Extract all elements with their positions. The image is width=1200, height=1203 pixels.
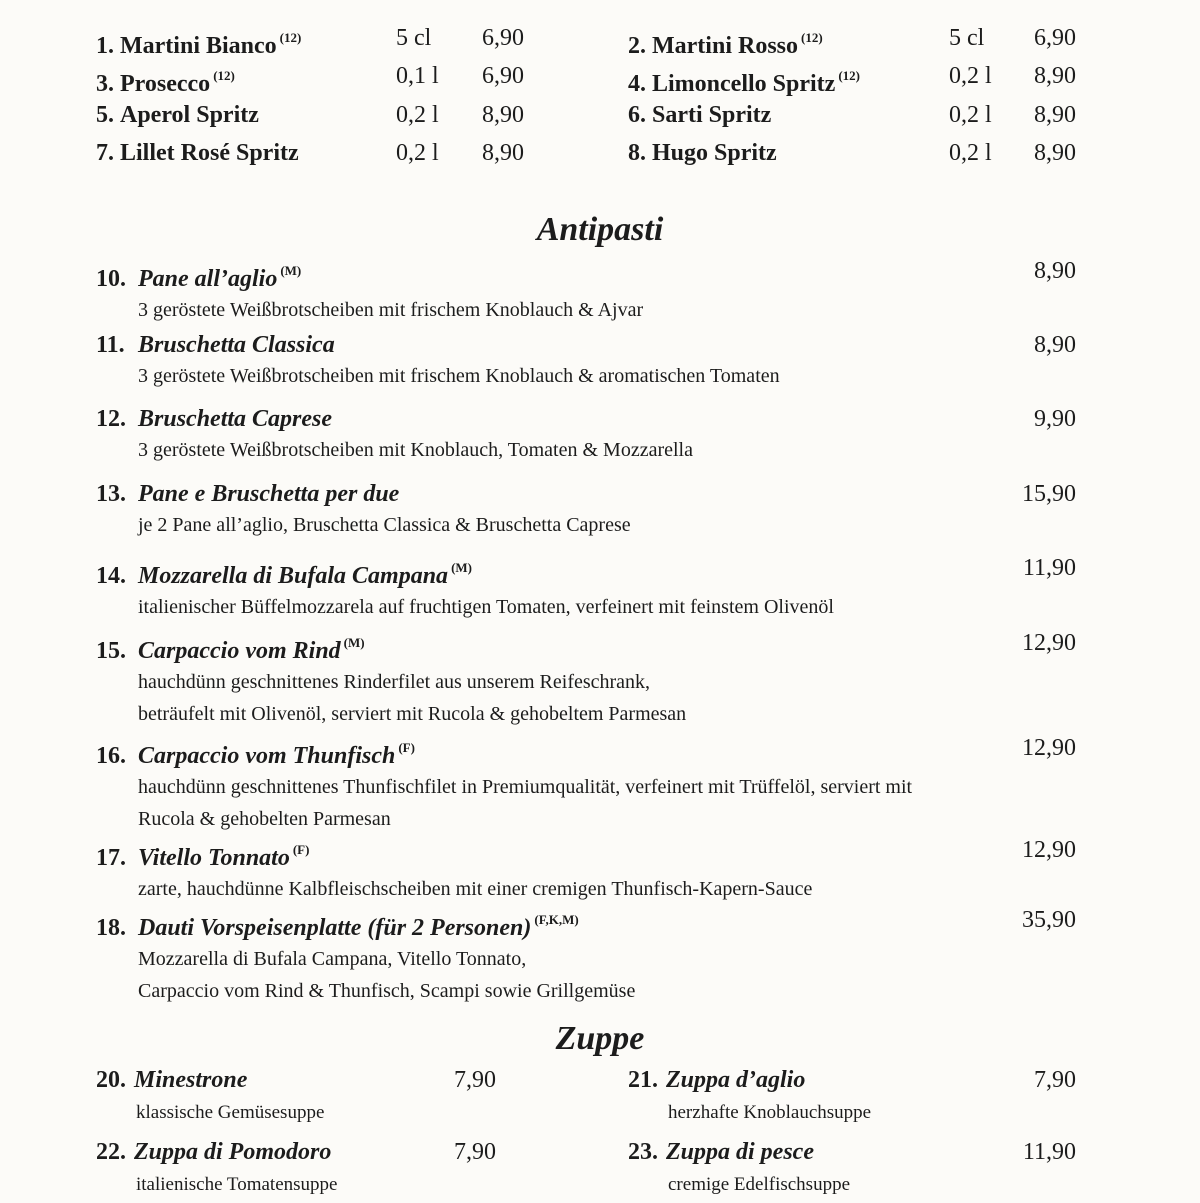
item-description: italienischer Büffelmozzarela auf fruchtigen Tomaten, verfeinert mit feinstem Olivenöl [138,596,834,618]
item-name: Lillet Rosé Spritz [120,139,299,166]
item-price: 12,90 [1022,837,1076,863]
item-number: 21. [628,1067,658,1093]
allergen-codes: (F) [292,842,310,857]
aperitivo-item [628,60,1088,98]
antipasto-item [96,628,1076,730]
item-number: 6. [628,101,646,128]
item-price: 9,90 [1034,406,1076,432]
item-number: 10. [96,266,126,292]
item-price: 11,90 [1022,1139,1076,1165]
item-name: Martini Rosso [652,33,798,59]
item-description: beträufelt mit Olivenöl, serviert mit Rucola & gehobeltem Parmesan [138,703,687,725]
item-name: Dauti Vorspeisenplatte (für 2 Personen) [138,915,532,941]
item-number: 23. [628,1139,658,1165]
item-price: 15,90 [1022,481,1076,507]
item-description: cremige Edelfischsuppe [668,1174,851,1195]
dish-title [96,479,1076,509]
dish-title [628,1137,1076,1167]
dish-title [96,835,1076,873]
item-name: Mozzarella di Bufala Campana [138,563,449,589]
dish-title [628,1065,1076,1095]
item-volume: 5 cl [396,25,432,51]
item-description: Mozzarella di Bufala Campana, Vitello Tonnato, [138,948,527,970]
item-description: herzhafte Knoblauchsuppe [668,1102,872,1123]
aperitivi-left-column [96,22,536,175]
aperitivo-item [628,99,1088,137]
dish-title [96,330,1076,360]
item-description: hauchdünn geschnittenes Thunfischfilet in Premiumqualität, verfeinert mit Trüffelöl, serviert mit [138,776,913,798]
item-number: 20. [96,1067,126,1093]
item-volume: 0,2 l [396,139,439,166]
item-price: 8,90 [482,139,524,166]
item-volume: 0,2 l [949,63,992,90]
item-number: 16. [96,743,126,769]
allergen-codes: (M) [280,263,302,278]
allergen-codes: (12) [213,68,235,84]
item-description: zarte, hauchdünne Kalbfleischscheiben mit einer cremigen Thunfisch-Kapern-Sauce [138,878,813,900]
aperitivo-item [96,22,536,60]
item-name: Carpaccio vom Rind [138,638,341,664]
item-price: 8,90 [1034,101,1076,128]
antipasto-item [96,330,1076,392]
item-number: 17. [96,845,126,871]
item-description: 3 geröstete Weißbrotscheiben mit frischem Knoblauch & aromatischen Tomaten [138,365,780,387]
dish-title [96,733,1076,771]
item-number: 11. [96,332,125,358]
dish-title [96,553,1076,591]
aperitivo-item [96,137,536,175]
section-title-zuppe: Zuppe [555,1020,645,1057]
item-price: 8,90 [1034,332,1076,358]
allergen-codes: (12) [279,30,302,45]
item-number: 18. [96,915,126,941]
soup-item [96,1065,496,1131]
aperitivo-item [96,60,536,98]
item-price: 11,90 [1022,555,1076,581]
item-price: 6,90 [482,63,524,90]
item-name: Bruschetta Caprese [138,406,333,432]
item-price: 8,90 [482,101,524,128]
aperitivo-item [96,99,536,137]
allergen-codes: (M) [451,560,472,575]
allergen-codes: (F,K,M) [534,912,579,927]
item-price: 35,90 [1022,907,1076,933]
item-price: 8,90 [1034,63,1076,90]
dish-title [96,404,1076,434]
antipasto-item [96,905,1076,1007]
item-name: Bruschetta Classica [138,332,335,358]
item-number: 8. [628,139,646,166]
item-number: 1. [96,33,114,59]
dish-title [96,905,1076,943]
item-volume: 0,2 l [396,101,439,128]
item-name: Zuppa di Pomodoro [134,1139,332,1165]
item-price: 6,90 [482,25,524,51]
item-name: Aperol Spritz [120,101,259,128]
item-name: Vitello Tonnato [138,845,290,871]
soup-item [628,1137,1076,1203]
item-description: je 2 Pane all’aglio, Bruschetta Classica & Bruschetta Caprese [138,514,631,536]
item-number: 3. [96,71,114,98]
antipasto-item [96,404,1076,466]
item-description: 3 geröstete Weißbrotscheiben mit Knoblauch, Tomaten & Mozzarella [138,439,693,461]
item-name: Sarti Spritz [652,101,772,128]
item-price: 7,90 [454,1067,496,1093]
antipasto-item [96,256,1076,326]
item-number: 2. [628,33,646,59]
item-name: Minestrone [134,1067,248,1093]
allergen-codes: (12) [801,30,823,45]
item-name: Carpaccio vom Thunfisch [138,743,396,769]
item-description: Carpaccio vom Rind & Thunfisch, Scampi sowie Grillgemüse [138,980,636,1002]
item-name: Zuppa di pesce [666,1139,814,1165]
item-price: 12,90 [1022,630,1076,656]
allergen-codes: (12) [838,68,860,84]
item-name: Hugo Spritz [652,139,777,166]
item-volume: 5 cl [949,25,985,51]
item-number: 15. [96,638,126,664]
item-price: 8,90 [1034,139,1076,166]
item-price: 7,90 [1034,1067,1076,1093]
item-number: 22. [96,1139,126,1165]
aperitivo-item [628,137,1088,175]
dish-title [96,1065,496,1095]
dish-title [96,1137,496,1167]
item-name: Martini Bianco [120,33,277,59]
item-name: Zuppa d’aglio [666,1067,806,1093]
antipasto-item [96,479,1076,541]
item-name: Limoncello Spritz [652,71,836,98]
item-name: Prosecco [120,71,211,98]
item-price: 12,90 [1022,735,1076,761]
item-description: Rucola & gehobelten Parmesan [138,808,391,830]
item-volume: 0,2 l [949,139,992,166]
antipasto-item [96,553,1076,623]
aperitivo-item [628,22,1088,60]
item-description: italienische Tomatensuppe [136,1174,338,1195]
item-volume: 0,1 l [396,63,439,90]
allergen-codes: (F) [398,740,415,755]
item-description: 3 geröstete Weißbrotscheiben mit frischem Knoblauch & Ajvar [138,299,644,321]
item-number: 5. [96,101,114,128]
item-volume: 0,2 l [949,101,992,128]
allergen-codes: (M) [343,635,365,650]
section-title-antipasti: Antipasti [536,211,664,248]
item-number: 7. [96,139,114,166]
aperitivi-right-column [628,22,1088,175]
antipasto-item [96,733,1076,835]
item-name: Pane e Bruschetta per due [138,481,400,507]
item-number: 14. [96,563,126,589]
item-name: Pane all’aglio [138,266,278,292]
item-price: 8,90 [1034,258,1076,284]
item-description: klassische Gemüsesuppe [136,1102,325,1123]
item-number: 4. [628,71,646,98]
item-price: 6,90 [1034,25,1076,51]
item-number: 12. [96,406,126,432]
dish-title [96,256,1076,294]
soup-item [628,1065,1076,1131]
item-number: 13. [96,481,126,507]
item-description: hauchdünn geschnittenes Rinderfilet aus unserem Reifeschrank, [138,671,651,693]
soup-item [96,1137,496,1203]
dish-title [96,628,1076,666]
antipasto-item [96,835,1076,905]
item-price: 7,90 [454,1139,496,1165]
